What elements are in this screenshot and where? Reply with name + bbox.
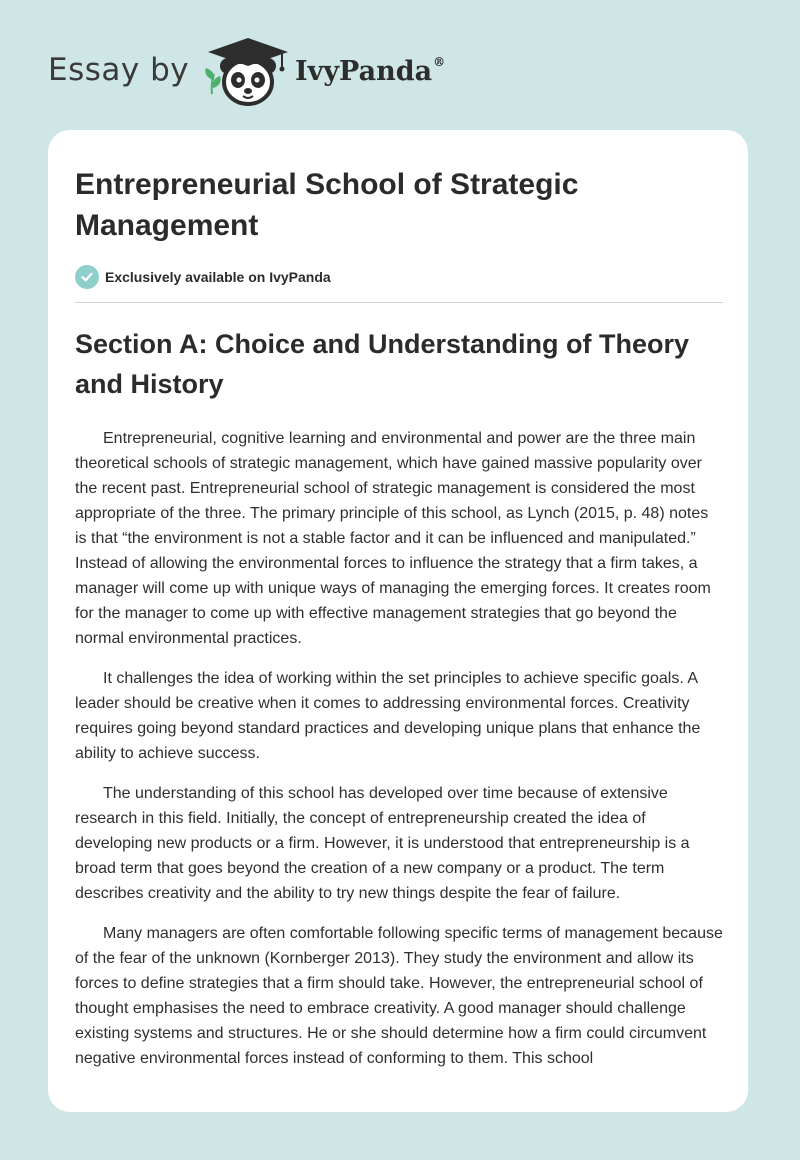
panda-graduate-logo-icon[interactable] <box>202 36 294 108</box>
divider <box>75 302 723 303</box>
registered-mark: ® <box>433 55 446 69</box>
essay-card <box>48 130 748 1112</box>
site-header <box>0 0 800 130</box>
paragraph: Many managers are often comfortable following specific terms of management because of the fear of the unknown (Kornberger 2013). They study the environment and allow its forces to define strategies that a firm should take. However, the entrepreneurial school of thought emphasises the need to embrace creativity. A good manager should challenge existing systems and structures. He or she should determine how a firm could circumvent negative environmental forces instead of conforming to them. This school <box>75 925 723 1067</box>
leaf-icon <box>205 68 220 94</box>
brand-name[interactable] <box>295 56 445 87</box>
essay-body <box>75 426 723 1086</box>
section-heading: Section A: Choice and Understanding of Theory and History <box>75 329 690 399</box>
exclusive-badge <box>75 264 331 290</box>
check-circle-icon <box>75 265 99 289</box>
paragraph: It challenges the idea of working within the set principles to achieve specific goals. A leader should be creative when it comes to addressing environmental forces. Creativity requires going beyond standard practices and developing unique plans that enhance the ability to achieve success. <box>75 670 701 762</box>
paragraph: Entrepreneurial, cognitive learning and environmental and power are the three main theoretical schools of strategic management, which have gained massive popularity over the recent past. Entrepreneurial school of strategic management is considered the most appropriate of the three. The primary principle of this school, as Lynch (2015, p. 48) notes is that “the environment is not a stable factor and it can be influenced and manipulated.” Instead of allowing the environmental forces to influence the strategy that a firm takes, a manager will come up with unique ways of managing the emerging forces. It creates room for the manager to come up with effective management strategies that go beyond the normal environmental practices. <box>75 430 711 647</box>
brand-name-text: IvyPanda <box>295 56 433 87</box>
paragraph: The understanding of this school has developed over time because of extensive research in this field. Initially, the concept of entrepreneurship created the idea of developing new products or a firm. However, it is understood that entrepreneurship is a broad term that goes beyond the creation of a new company or a product. The term describes creativity and the ability to try new things despite the fear of failure. <box>75 785 690 902</box>
page-title: Entrepreneurial School of Strategic Management <box>75 168 579 242</box>
exclusive-badge-label: Exclusively available on IvyPanda <box>105 269 331 285</box>
essay-by-label: Essay by <box>48 52 190 88</box>
